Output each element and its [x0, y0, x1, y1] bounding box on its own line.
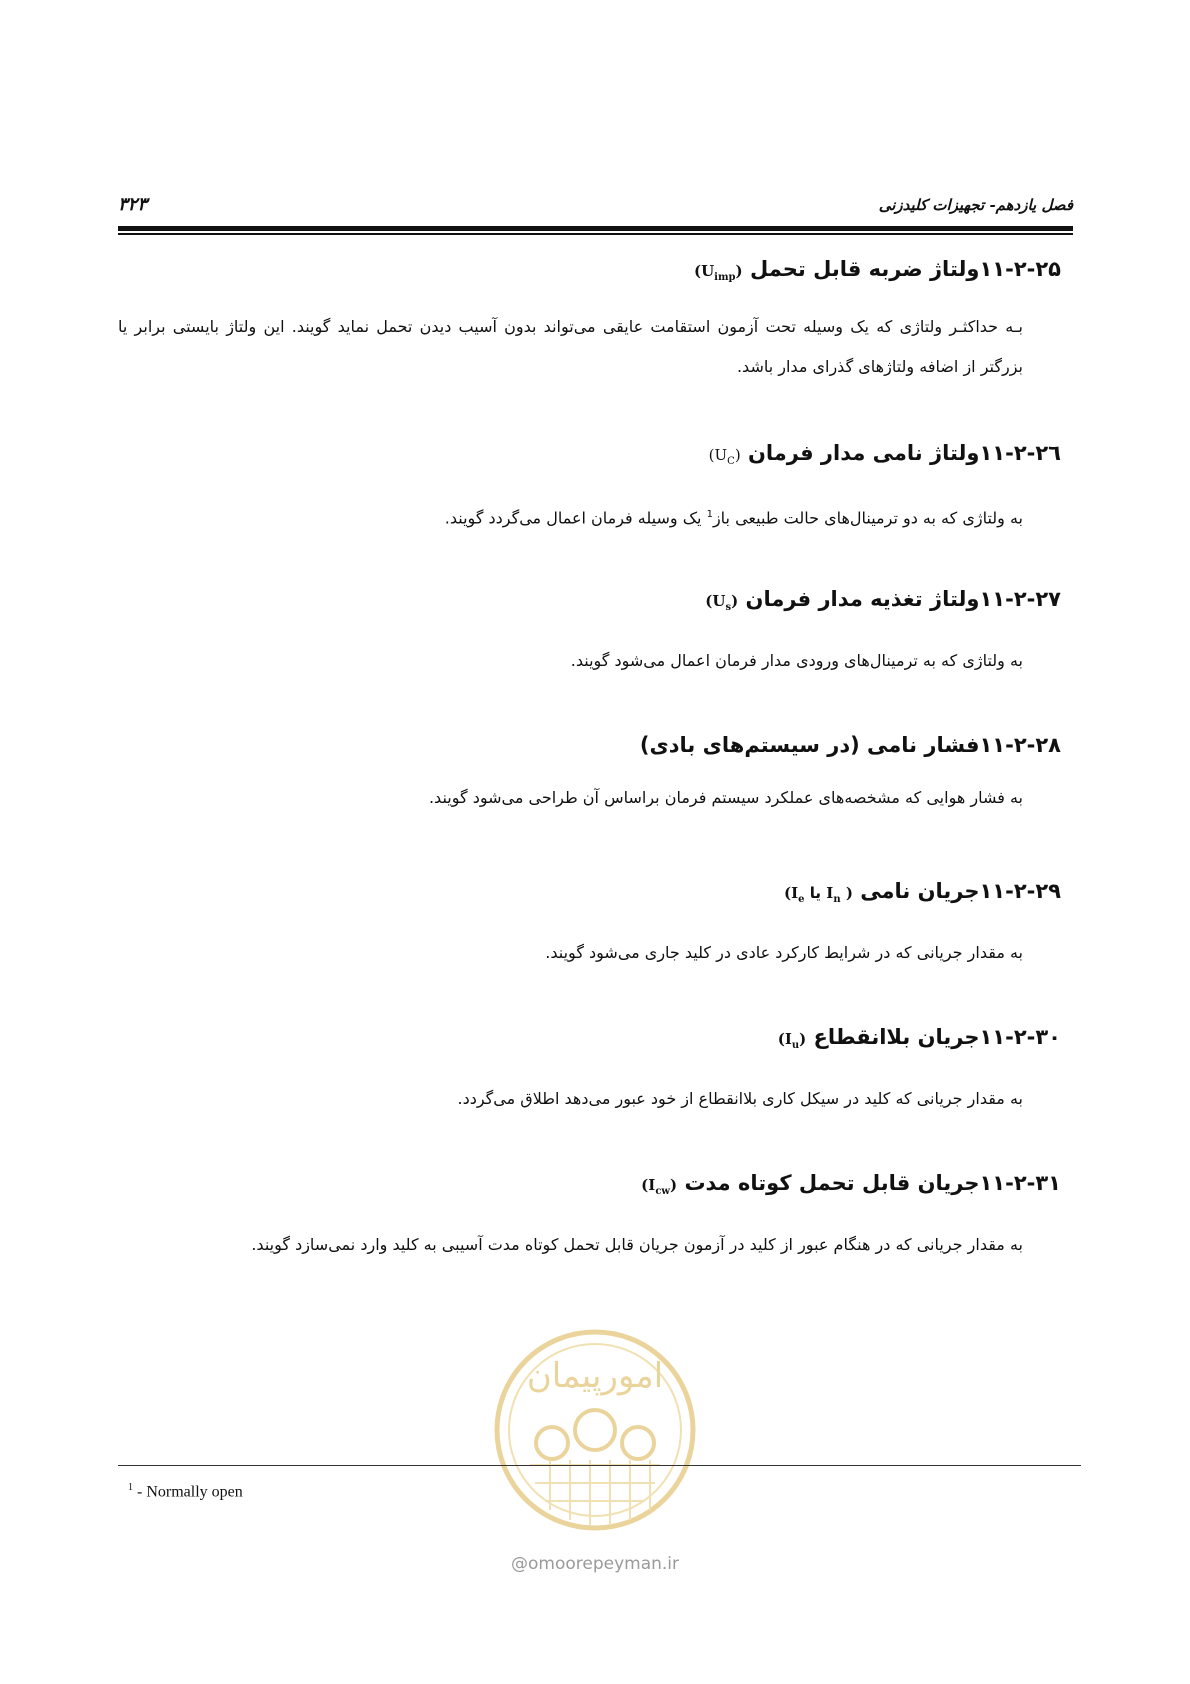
section-heading — [118, 254, 1063, 293]
page-header — [118, 196, 1073, 226]
watermark-logo-text: امورپیمان — [526, 1356, 664, 1396]
section-heading — [118, 584, 1063, 623]
section-symbol: $(U_C)$ — [708, 446, 741, 467]
header-rule-thick — [118, 226, 1073, 231]
section-heading — [118, 1022, 1063, 1061]
footnote-separator — [118, 1465, 1081, 1466]
section-body: به فشار هوایی که مشخصه‌های عملکرد سیستم فرمان براساس آن طراحی می‌شود گویند. — [428, 788, 1023, 807]
section-title: ۱۱-۲-۲۷ولتاژ تغذیه مدار فرمان — [745, 587, 1061, 611]
section-heading — [118, 730, 1063, 760]
section-title: ۱۱-۲-۳۱جریان قابل تحمل کوتاه مدت — [684, 1171, 1061, 1195]
footnote — [128, 1482, 243, 1501]
section-11-2-26 — [118, 438, 1063, 538]
section-body: بـه حداکثـر ولتاژی که یک وسیله تحت آزمون استقامت عایقی می‌تواند بدون آسیب دیدن تحمل نماید گویند. این ولتاژ بایستی برابر یا بزرگتر از اضافه ولتاژهای گذرای مدار باشد. — [118, 317, 1023, 376]
section-11-2-30 — [118, 1022, 1063, 1119]
watermark-url: @omoorepeyman.ir — [510, 1554, 680, 1574]
section-heading — [118, 438, 1063, 477]
section-heading — [118, 876, 1063, 915]
page-number: ۳۲۳ — [118, 194, 148, 215]
section-11-2-28 — [118, 730, 1063, 818]
section-title: ۱۱-۲-۳۰جریان بلاانقطاع — [813, 1025, 1061, 1049]
footnote-number: 1 — [128, 1482, 133, 1493]
section-11-2-29 — [118, 876, 1063, 973]
section-symbol: $(I_{cw})$ — [641, 1176, 678, 1197]
watermark-seal-logo — [490, 1325, 700, 1535]
section-body: به مقدار جریانی که در هنگام عبور از کلید در آزمون جریان قابل تحمل کوتاه مدت آسیبی به کلید وارد نمی‌سازد گویند. — [251, 1235, 1023, 1254]
section-title: ۱۱-۲-۲۵ولتاژ ضربه قابل تحمل — [749, 257, 1061, 281]
section-11-2-25 — [118, 254, 1063, 387]
section-heading — [118, 1168, 1063, 1207]
section-11-2-31 — [118, 1168, 1063, 1265]
section-symbol: $(U_{imp})$ — [693, 262, 743, 283]
section-title: ۱۱-۲-۲۸فشار نامی (در سیستم‌های بادی) — [639, 733, 1061, 757]
section-title: ۱۱-۲-۲٦ولتاژ نامی مدار فرمان — [747, 441, 1061, 465]
footnote-marker: 1 — [706, 509, 713, 520]
footnote-text: - Normally open — [133, 1483, 243, 1501]
section-symbol: ( $I_n$ یا $I_e$) — [784, 884, 853, 905]
chapter-title: فصل یازدهم- تجهیزات کلیدزنی — [878, 196, 1073, 214]
header-rule-thin — [118, 233, 1073, 235]
section-body: به ولتاژی که به دو ترمینال‌های حالت طبیعی باز$^1$ یک وسیله فرمان اعمال می‌گردد گویند. — [444, 508, 1023, 528]
section-symbol: $(U_s)$ — [705, 592, 739, 613]
section-title: ۱۱-۲-۲۹جریان نامی — [860, 879, 1061, 903]
section-11-2-27 — [118, 584, 1063, 681]
section-body: به مقدار جریانی که کلید در سیکل کاری بلاانقطاع از خود عبور می‌دهد اطلاق می‌گردد. — [457, 1089, 1023, 1108]
section-body: به ولتاژی که به ترمینال‌های ورودی مدار فرمان اعمال می‌شود گویند. — [570, 651, 1023, 670]
section-symbol: $(I_u)$ — [777, 1030, 807, 1051]
section-body: به مقدار جریانی که در شرایط کارکرد عادی در کلید جاری می‌شود گویند. — [545, 943, 1023, 962]
